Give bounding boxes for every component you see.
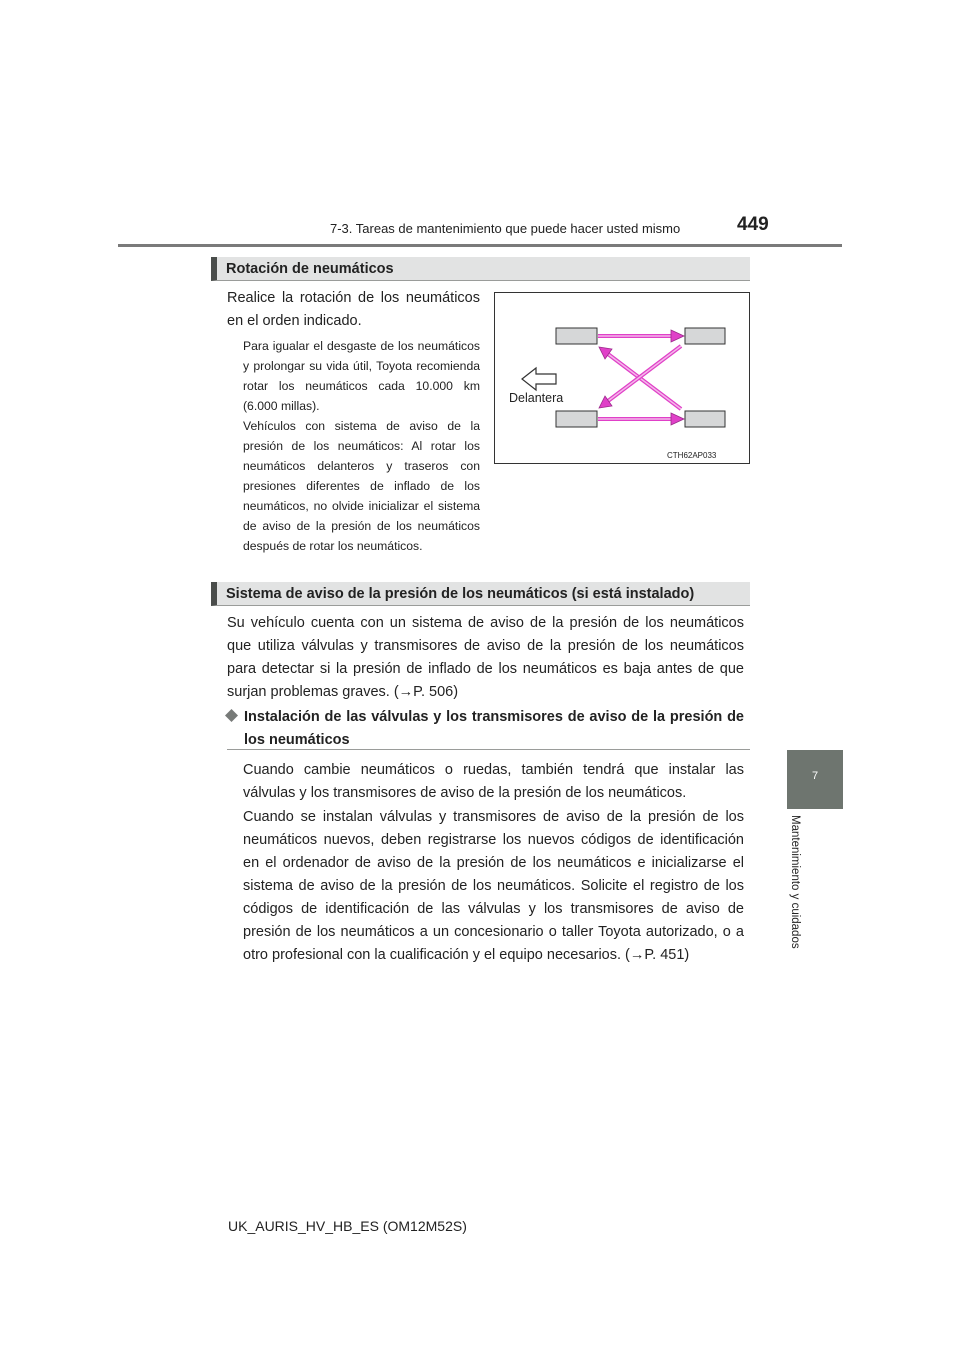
- diamond-bullet-icon: [225, 709, 238, 722]
- subheading-valves-transmitters: Instalación de las válvulas y los transmisores de aviso de la presión de los neumáticos: [244, 709, 744, 748]
- running-header-section: 7-3. Tareas de mantenimiento que puede hacer usted mismo: [330, 221, 681, 236]
- tire-rotation-diagram: [494, 292, 750, 464]
- tire-rear-left: [685, 328, 725, 344]
- chapter-tab-label: Mantenimiento y cuidados: [789, 815, 801, 949]
- tire-front-left: [556, 328, 597, 344]
- figure-code: CTH62AP033: [667, 451, 717, 460]
- chapter-tab-label-wrap: [785, 815, 805, 975]
- rotation-intro: Realice la rotación de los neumáticos en el orden indicado.: [227, 290, 480, 329]
- tire-rear-right: [685, 411, 725, 427]
- page-number: 449: [737, 214, 769, 235]
- arrow-front-right-to-rear-right: [598, 413, 684, 425]
- tpms-paragraph-1: Cuando cambie neumáticos o ruedas, también tendrá que instalar las válvulas y los transmisores de aviso de la presión de los neumáticos.: [243, 762, 744, 801]
- subheading-divider: [227, 749, 750, 750]
- tpms-paragraph-2: Cuando se instalan válvulas y transmisores de aviso de la presión de los neumáticos nuevos, deben registrarse los nuevos códigos de identificación en el ordenador de aviso de la presión de los neumáticos e inicializarse el sistema de aviso de la presión de los neumáticos. Solicite el registro de los códigos de identificación de las válvulas y los transmisores de aviso de presión de los neumáticos a un concesionario o taller Toyota autorizado, o a otro profesional con la cualificación y el equipo necesarios. (→P. 451): [243, 809, 744, 963]
- document-id: UK_AURIS_HV_HB_ES (OM12M52S): [228, 1218, 467, 1234]
- front-direction-arrow: [522, 368, 556, 390]
- rotation-note-wear: Para igualar el desgaste de los neumáticos y prolongar su vida útil, Toyota recomienda rotar los neumáticos cada 10.000 km (6.000 millas).: [243, 339, 480, 413]
- header-divider: [118, 244, 842, 247]
- tire-front-right: [556, 411, 597, 427]
- arrow-front-left-to-rear-left: [598, 330, 684, 342]
- rotation-note-tpms: Vehículos con sistema de aviso de la presión de los neumáticos: Al rotar los neumáticos delanteros y traseros con presiones diferentes de inflado de los neumáticos, no olvide inicializar el sistema de aviso de la presión de los neumáticos después de rotar los neumáticos.: [243, 419, 480, 553]
- tpms-intro: Su vehículo cuenta con un sistema de aviso de la presión de los neumáticos que utiliza válvulas y transmisores de aviso de la presión de los neumáticos para detectar si la presión de inflado de los neumáticos es baja antes de que surjan problemas graves. (→P. 506): [227, 615, 744, 700]
- section-heading-rotation: Rotación de neumáticos: [211, 257, 750, 281]
- tire-rotation-svg: [495, 293, 749, 463]
- figure-front-label: Delantera: [509, 391, 564, 405]
- section-heading-tpms: Sistema de aviso de la presión de los neumáticos (si está instalado): [211, 582, 750, 606]
- chapter-tab-number: 7: [811, 770, 819, 782]
